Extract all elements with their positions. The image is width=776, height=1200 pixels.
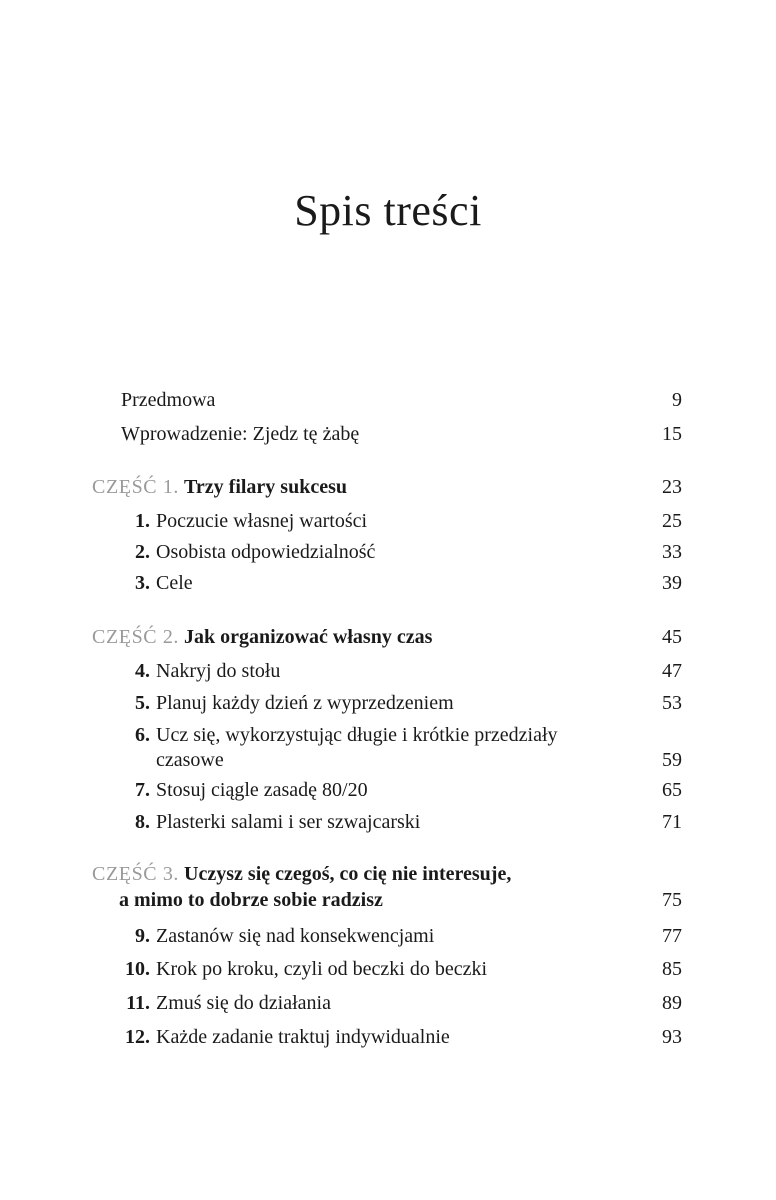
chapter-number: 9. (135, 925, 150, 947)
part-title: Uczysz się czegoś, co cię nie interesuje, (184, 863, 512, 885)
chapter-title: Cele (156, 572, 193, 594)
chapter-title: Nakryj do stołu (156, 660, 281, 682)
chapter-title: Krok po kroku, czyli od beczki do beczki (156, 958, 488, 980)
chapter-title: Poczucie własnej wartości (156, 510, 368, 532)
part-title: Jak organizować własny czas (184, 626, 433, 648)
chapter-number: 1. (135, 510, 150, 532)
entry-page: 59 (662, 749, 682, 771)
toc-chapter-3[interactable] (92, 571, 682, 595)
entry-page: 75 (662, 889, 682, 911)
chapter-title: Planuj każdy dzień z wyprzedzeniem (156, 692, 454, 714)
toc-chapter-2[interactable] (92, 540, 682, 564)
entry-page: 25 (662, 510, 682, 532)
toc-chapter-4[interactable] (92, 659, 682, 683)
toc-chapter-9[interactable] (92, 924, 682, 948)
toc-chapter-10[interactable] (92, 957, 682, 981)
part-title-continued: a mimo to dobrze sobie radzisz (119, 889, 383, 911)
chapter-title: Zastanów się nad konsekwencjami (156, 925, 435, 947)
entry-title: Wprowadzenie: Zjedz tę żabę (121, 423, 360, 445)
toc-chapter-6-continued[interactable] (92, 748, 682, 772)
entry-page: 15 (662, 423, 682, 445)
chapter-number: 12. (125, 1026, 150, 1048)
entry-page: 71 (662, 811, 682, 833)
chapter-number: 5. (135, 692, 150, 714)
page-title: Spis treści (294, 186, 482, 235)
entry-page: 33 (662, 541, 682, 563)
part-title: Trzy filary sukcesu (184, 476, 347, 498)
entry-page: 77 (662, 925, 682, 947)
toc-chapter-1[interactable] (92, 509, 682, 533)
chapter-title: Stosuj ciągle zasadę 80/20 (156, 779, 368, 801)
chapter-number: 6. (135, 724, 150, 746)
chapter-title-continued: czasowe (156, 749, 224, 771)
chapter-number: 2. (135, 541, 150, 563)
entry-page: 47 (662, 660, 682, 682)
toc-chapter-5[interactable] (92, 691, 682, 715)
chapter-title: Zmuś się do działania (156, 992, 331, 1014)
entry-page: 45 (662, 626, 682, 648)
entry-page: 9 (672, 389, 682, 411)
toc-entry-wprowadzenie[interactable] (92, 422, 682, 446)
entry-page: 39 (662, 572, 682, 594)
part-label: CZĘŚĆ 3. (92, 863, 180, 885)
chapter-title: Ucz się, wykorzystując długie i krótkie przedziały (156, 724, 558, 746)
entry-page: 23 (662, 476, 682, 498)
toc-part-2[interactable] (92, 625, 682, 649)
chapter-title: Każde zadanie traktuj indywidualnie (156, 1026, 450, 1048)
toc-part-1[interactable] (92, 475, 682, 499)
entry-page: 93 (662, 1026, 682, 1048)
toc-chapter-11[interactable] (92, 991, 682, 1015)
entry-page: 65 (662, 779, 682, 801)
chapter-title: Plasterki salami i ser szwajcarski (156, 811, 421, 833)
chapter-number: 4. (135, 660, 150, 682)
entry-page: 53 (662, 692, 682, 714)
toc-entry-przedmowa[interactable] (92, 388, 682, 412)
toc-chapter-12[interactable] (92, 1025, 682, 1049)
chapter-number: 11. (126, 992, 150, 1014)
toc-chapter-7[interactable] (92, 778, 682, 802)
toc-part-3[interactable] (92, 862, 682, 886)
chapter-number: 7. (135, 779, 150, 801)
chapter-title: Osobista odpowiedzialność (156, 541, 376, 563)
chapter-number: 10. (125, 958, 150, 980)
part-label: CZĘŚĆ 2. (92, 626, 180, 648)
entry-title: Przedmowa (121, 389, 216, 411)
chapter-number: 3. (135, 572, 150, 594)
part-label: CZĘŚĆ 1. (92, 476, 180, 498)
chapter-number: 8. (135, 811, 150, 833)
toc-chapter-8[interactable] (92, 810, 682, 834)
entry-page: 89 (662, 992, 682, 1014)
toc-part-3-continued[interactable] (92, 888, 682, 912)
toc-chapter-6[interactable] (92, 723, 682, 747)
entry-page: 85 (662, 958, 682, 980)
